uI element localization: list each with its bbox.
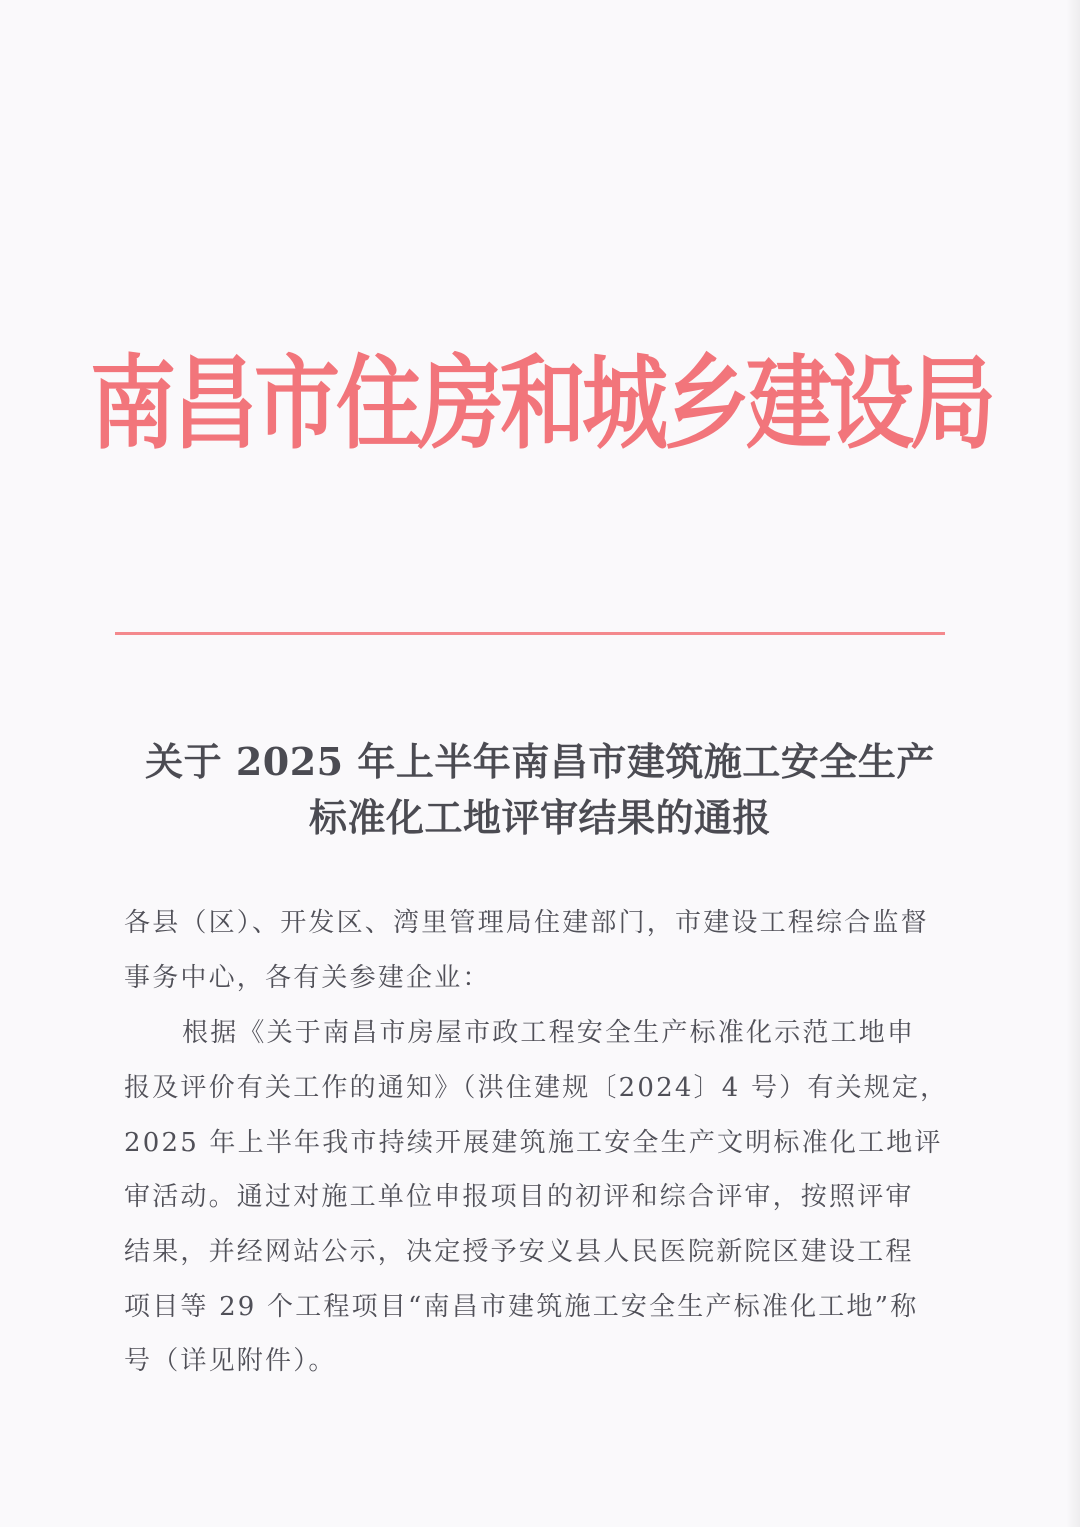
body-paragraph-line: 结果，并经网站公示，决定授予安义县人民医院新院区建设工程 bbox=[124, 1237, 914, 1267]
body-paragraph-line: 2025 年上半年我市持续开展建筑施工安全生产文明标准化工地评 bbox=[124, 1128, 943, 1158]
body-paragraph-line: 号（详见附件）。 bbox=[124, 1346, 337, 1376]
body-paragraph-line: 根据《关于南昌市房屋市政工程安全生产标准化示范工地申 bbox=[182, 1018, 916, 1048]
body-paragraph-line: 报及评价有关工作的通知》（洪住建规〔2024〕4 号）有关规定， bbox=[124, 1073, 949, 1103]
letterhead-red-rule bbox=[115, 632, 945, 635]
document-title-line-2: 标准化工地评审结果的通报 bbox=[308, 795, 771, 840]
body-paragraph-line: 项目等 29 个工程项目“南昌市建筑施工安全生产标准化工地”称 bbox=[124, 1292, 919, 1322]
letterhead-agency-name: 南昌市住房和城乡建设局 bbox=[90, 346, 992, 464]
body-paragraph-line: 审活动。通过对施工单位申报项目的初评和综合评审，按照评审 bbox=[124, 1182, 914, 1212]
document-title-line-1: 关于 2025 年上半年南昌市建筑施工安全生产 bbox=[145, 739, 935, 784]
addressee-line-1: 各县（区）、开发区、湾里管理局住建部门，市建设工程综合监督 bbox=[124, 908, 929, 938]
page-edge-shadow bbox=[1066, 0, 1080, 1527]
addressee-line-2: 事务中心，各有关参建企业： bbox=[124, 963, 491, 993]
